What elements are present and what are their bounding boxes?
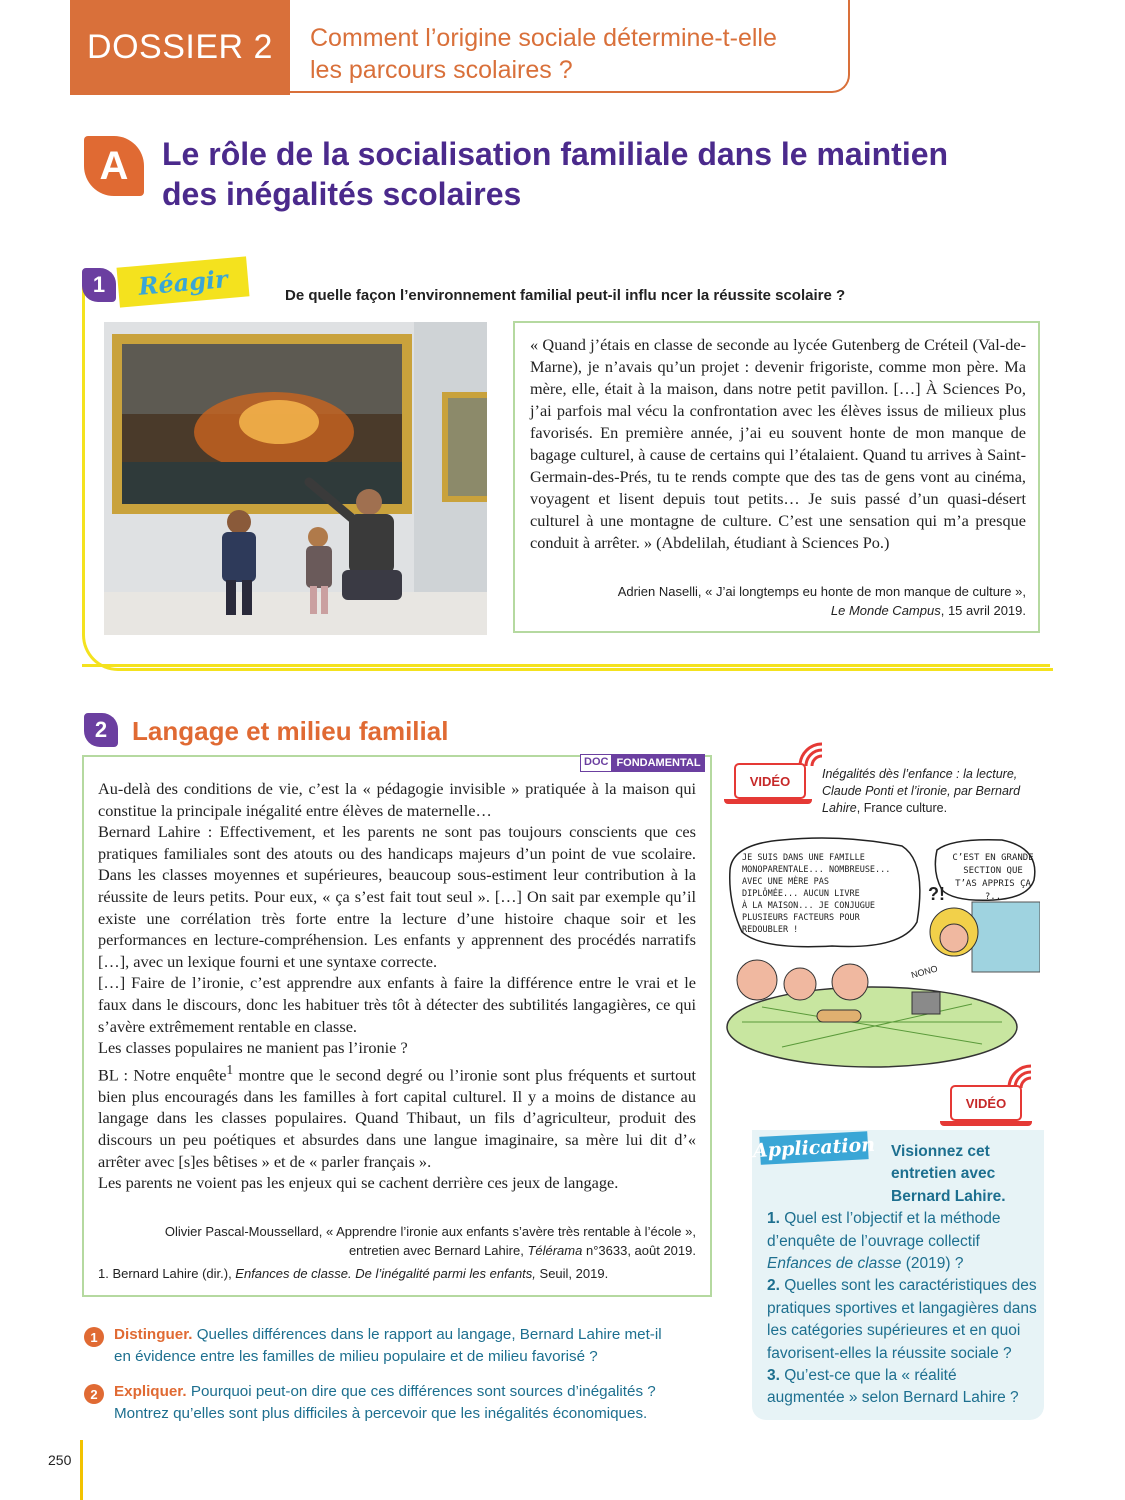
museum-photo [104, 322, 487, 635]
cartoon-bubble-left [742, 852, 922, 936]
doc1-number: 1 [82, 268, 116, 302]
video-caption [822, 766, 1022, 817]
question-2 [114, 1381, 744, 1425]
cartoon-bubble-line: DIPLÔMÉE... AUCUN LIVRE [742, 889, 860, 899]
cartoon-bubble-line: SECTION QUE [963, 866, 1023, 876]
cartoon-bubble-line: JE SUIS DANS UNE FAMILLE [742, 853, 865, 863]
doc2-source-line2b: n°3633, août 2019. [582, 1243, 696, 1258]
question-line1: Quelles différences dans le rapport au langage, Bernard Lahire met-il [192, 1326, 662, 1343]
doc2-paragraph: Les parents ne voient pas les enjeux qui se cachent derrière ces jeux de langage. [98, 1173, 619, 1193]
section-title-line2: des inégalités scolaires [162, 176, 522, 212]
cartoon-bubble-line: T’AS APPRIS ÇA ?.. [955, 879, 1031, 902]
header-question-line1: Comment l’origine sociale détermine-t-elle [310, 24, 777, 52]
doc2-p5-start: BL : Notre enquête [98, 1065, 227, 1085]
fondamental-tag-doc: DOC [580, 754, 612, 772]
cartoon-bubble-line: AVEC UNE MÈRE PAS [742, 877, 829, 887]
application-q3-num: 3. [767, 1367, 780, 1385]
doc2-source [98, 1222, 696, 1260]
doc2-paragraph: Au-delà des conditions de vie, c’est la « pédagogie invisible » pratiquée à la maison qui constitue la principale inégalité entre élèves de maternelle… [98, 779, 696, 820]
header-question [310, 22, 850, 86]
cartoon-bubble-line: À LA MAISON... JE CONJUGUE [742, 901, 876, 911]
footnote-title: Enfances de classe. De l’inégalité parmi les enfants, [235, 1266, 536, 1281]
doc2-p5-rest: montre que le second degré ou l’ironie sont plus fréquents et surtout bien plus encouragés dans les familles à fort capital culturel. Il y a moins de distance au langage dans les classes populaires. Quand Thibaut, un fils d’agriculteur, produit des discours un peu poétiques et absurdes dans une langue imaginaire, sa mère lui dit d’« arrêter avec [s]es bêtises » et de « parler français ». [98, 1065, 696, 1171]
cartoon-exclaim: ?! [928, 884, 945, 904]
doc2-paragraph [98, 1059, 696, 1172]
video-caption-main: Inégalités dès l’enfance : la lecture, Claude Ponti et l’ironie, par Bernard Lahire [822, 767, 1021, 815]
laptop-icon [940, 1121, 1032, 1126]
question-line2: Montrez qu’elles sont plus difficiles à percevoir que les inégalités économiques. [114, 1405, 648, 1422]
application-text [767, 1141, 1037, 1410]
question-verb: Expliquer. [114, 1383, 187, 1400]
application-q1-num: 1. [767, 1210, 780, 1228]
question-verb: Distinguer. [114, 1326, 193, 1343]
application-q3: Qu’est-ce que la « réalité augmentée » selon Bernard Lahire ? [767, 1367, 1019, 1407]
doc2-paragraph: […] Faire de l’ironie, c’est apprendre aux enfants à faire la différence entre le vrai et le faux dans le discours, donc les habituer très tôt à détecter des subtilités langagières, ce qui s’avère extrêmement rentable en classe. [98, 973, 696, 1036]
application-q1-title: Enfances de classe [767, 1255, 902, 1273]
cartoon-signature: NONO [909, 963, 939, 981]
cartoon-bubble-line: REDOUBLER ! [742, 925, 799, 935]
dossier-label: DOSSIER 2 [70, 0, 290, 95]
application-q1-b: (2019) ? [901, 1255, 964, 1273]
application-q2-num: 2. [767, 1277, 780, 1295]
doc1-divider [82, 664, 1050, 667]
cartoon-bubble-line: MONOPARENTALE... NOMBREUSE... [742, 865, 891, 875]
fondamental-tag-label: FONDAMENTAL [612, 754, 704, 772]
reagir-tag: Réagir [117, 256, 250, 307]
question-number: 2 [84, 1384, 104, 1404]
question-line1: Pourquoi peut-on dire que ces différences sont sources d’inégalités ? [186, 1383, 656, 1400]
question-number: 1 [84, 1327, 104, 1347]
section-title [162, 134, 1042, 214]
cartoon-bubble-line: C’EST EN GRANDE [952, 853, 1034, 863]
header-question-line2: les parcours scolaires ? [310, 56, 573, 84]
doc1-source-publication: Le Monde Campus [830, 603, 941, 618]
laptop-icon [724, 799, 812, 804]
cartoon-illustration [722, 832, 1040, 1072]
footnote-a: 1. Bernard Lahire (dir.), [98, 1266, 236, 1281]
doc2-number: 2 [84, 713, 118, 747]
video-button-2[interactable]: VIDÉO [950, 1085, 1022, 1121]
doc1-source [530, 582, 1026, 620]
doc2-paragraph: Bernard Lahire : Effectivement, et les parents ne sont pas toujours conscients que ces pratiques familiales sont des atouts ou des handicaps majeurs d’un point de vue scolaire. Dans les classes moyennes et supérieures, beaucoup sous-estiment leur contribution à la réussite de leurs petits. Pour eux, « ça s’est fait tout seul ». […] On sait par exemple qu’il existe une corrélation très forte entre la lecture d’une histoire chaque soir et les performances en lecture-compréhension. Les enfants y apprennent des procédés narratifs […], avec un lexique fourni et une syntaxe correcte. [98, 822, 696, 971]
video-caption-source: , France culture. [856, 801, 948, 815]
doc2-paragraph: Les classes populaires ne manient pas l’ironie ? [98, 1038, 408, 1058]
question-line2: en évidence entre les familles de milieu populaire et de milieu favorisé ? [114, 1348, 598, 1365]
cartoon-bubble-right [950, 852, 1036, 904]
doc2-footnote [98, 1266, 696, 1281]
doc2-title: Langage et milieu familial [132, 716, 449, 746]
section-title-line1: Le rôle de la socialisation familiale dans le maintien [162, 136, 949, 172]
doc2-interview [98, 778, 696, 1194]
doc2-source-publication: Télérama [527, 1243, 583, 1258]
footnote-ref: 1 [226, 1061, 234, 1077]
application-q1-a: Quel est l’objectif et la méthode d’enquête de l’ouvrage collectif [767, 1210, 1001, 1250]
fondamental-tag [580, 754, 705, 772]
section-letter: A [84, 136, 144, 196]
doc1-source-date: , 15 avril 2019. [940, 603, 1026, 618]
doc1-quote: « Quand j’étais en classe de seconde au lycée Gutenberg de Créteil (Val-de-Marne), je n’avais qu’un projet : devenir frigoriste, comme mon père. Ma mère, elle, était à la maison, dans notre petit pavillon. […] À Sciences Po, j’ai parfois mal vécu la confrontation avec les élèves issus de milieux plus favorisés. En première année, j’ai eu souvent honte de mon manque de bagage culturel, à cause de certains qui l’étalaient. Quand tu arrives à Saint-Germain-des-Prés, tu te rends compte que des tas de gens vont au cinéma, voyagent et lisent depuis tout petits… Je suis passé d’un quasi-désert culturel à une montagne de culture. C’est une sensation qui m’a presque conduit à arrêter. » (Abdelilah, étudiant à Sciences Po.) [530, 335, 1026, 552]
doc2-source-line2a: entretien avec Bernard Lahire, [348, 1243, 528, 1258]
application-tag: Application [759, 1131, 868, 1165]
doc1-question: De quelle façon l’environnement familial peut-il influ ncer la réussite scolaire ? [285, 287, 846, 304]
museum-photo-illustration [104, 322, 487, 635]
page-number: 250 [48, 1452, 72, 1468]
page-bar [80, 1440, 83, 1500]
doc2-source-line1: Olivier Pascal-Moussellard, « Apprendre l’ironie aux enfants s’avère très rentable à l’école », [164, 1224, 696, 1239]
cartoon-bubble-line: PLUSIEURS FACTEURS POUR [742, 913, 860, 923]
doc1-source-line1: Adrien Naselli, « J’ai longtemps eu honte de mon manque de culture », [617, 584, 1026, 599]
application-q2: Quelles sont les caractéristiques des pratiques sportives et langagières dans les catégories supérieures et en quoi favorisent-elles la réussite sociale ? [767, 1277, 1037, 1362]
application-intro: Visionnez cet entretien avec Bernard Lahire. [891, 1143, 1006, 1205]
footnote-b: Seuil, 2019. [535, 1266, 609, 1281]
question-1 [114, 1324, 734, 1368]
video-button[interactable]: VIDÉO [734, 763, 806, 799]
